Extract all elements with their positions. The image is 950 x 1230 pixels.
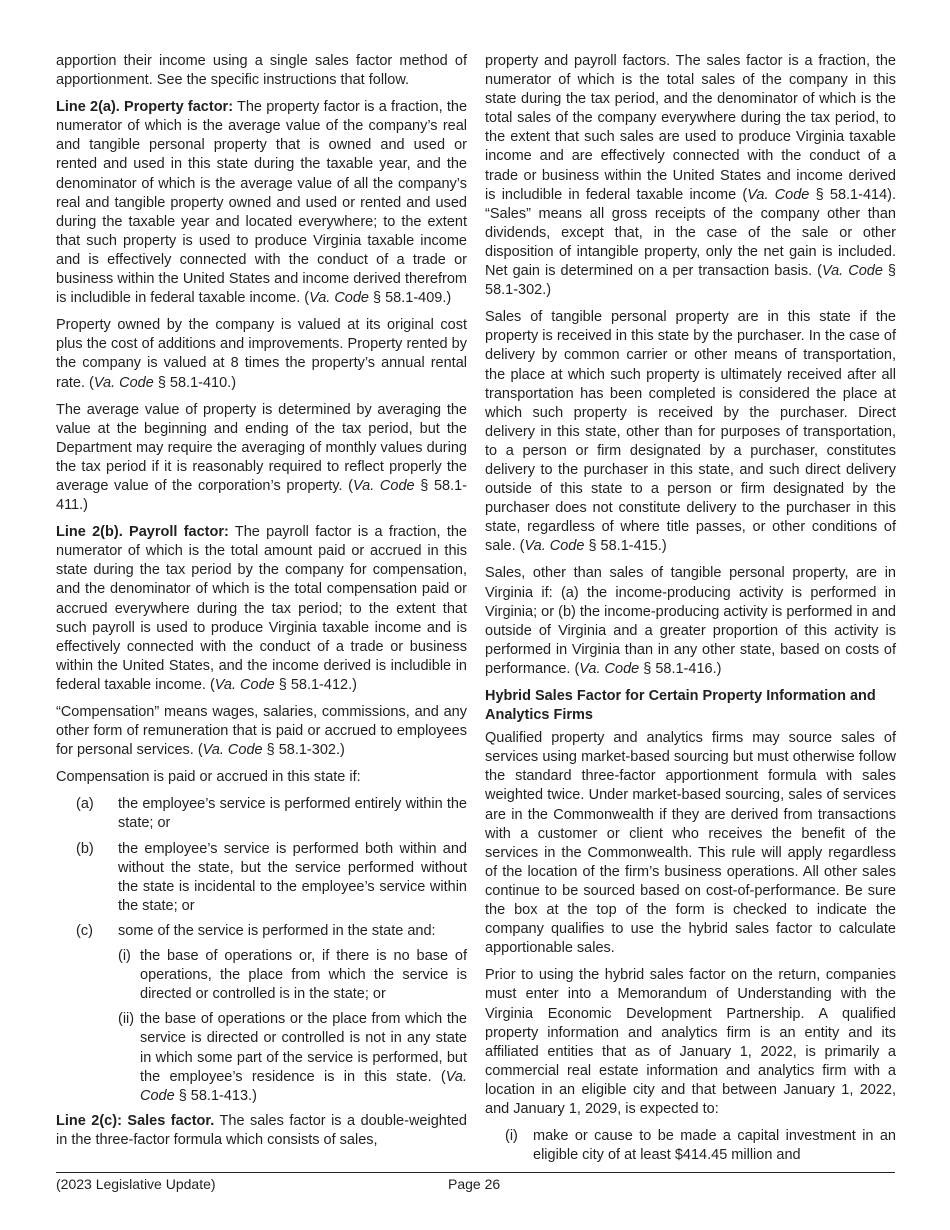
compensation-definition-paragraph: “Compensation” means wages, salaries, commissions, and any other form of remuneration that is paid or accrued to employees for personal services. (Va. Code § 58.1-302.) xyxy=(56,704,467,759)
payroll-factor-heading: Line 2(b). Payroll factor: xyxy=(56,524,229,541)
sublist-item: (i) the base of operations or, if there is no base of operations, the place from which the service is directed or controlled is in the state; or xyxy=(118,948,467,1003)
intro-paragraph: apportion their income using a single sales factor method of apportionment. See the specific instructions that follow. xyxy=(56,53,467,89)
compensation-conditions-intro: Compensation is paid or accrued in this state if: xyxy=(56,769,361,786)
memorandum-paragraph: Prior to using the hybrid sales factor on the return, companies must enter into a Memorandum of Understanding with the Virginia Economic Development Partnership. A qualified property information and analytics firm is an entity and its affiliated entities that as of January 1, 2022, is primarily a commercial real estate information and analytics firm with a location in an eligible city and that between January 1, 2022, and January 1, 2029, is expected to: xyxy=(485,967,896,1117)
page-number: Page 26 xyxy=(448,1176,501,1192)
tangible-property-sales-paragraph: Sales of tangible personal property are in this state if the property is received in this state by the purchaser. In the case of delivery by common carrier or other means of transportation, the place at which such property is ultimately received after all transportation has been completed is considered the place at which such property is received by the purchaser. Direct delivery in this state, other than for purposes of transportation, to a person or firm designated by a purchaser, constitutes delivery to the purchaser in this state, and such direct delivery outside of this state to a person or firm designated by the purchaser does not constitute delivery to the purchaser in this state, regardless of where title passes, or other conditions of sale. (Va. Code § 58.1-415.) xyxy=(485,309,896,555)
list-item: (i) make or cause to be made a capital investment in an eligible city of at least $414.45 million and xyxy=(505,1128,896,1164)
list-item: (b) the employee’s service is performed both within and without the state, but the service performed without the state is incidental to the employee’s service within the state; or xyxy=(76,840,467,914)
footer-edition: (2023 Legislative Update) xyxy=(56,1176,216,1192)
sales-factor-paragraph: Line 2(c): Sales factor. The sales factor is a double-weighted in the three-factor formula which consists of sales, xyxy=(56,1112,467,1148)
hybrid-sales-paragraph: Qualified property and analytics firms may source sales of services using market-based sourcing but must otherwise follow the standard three-factor apportionment formula with sales weighted twice. Under market-based sourcing, sales of services are in the Commonwealth if they are derived from transactions with a customer or client who receives the benefit of the services in the Commonwealth. This rule will apply regardless of the location of the firm’s business operations. All other sales continue to be sourced based on cost-of-performance. Be sure the box at the top of the form is checked to indicate the company qualifies to use the hybrid sales factor to calculate apportionable sales. xyxy=(485,730,896,957)
sales-factor-heading: Line 2(c): Sales factor. xyxy=(56,1112,215,1129)
hybrid-sales-factor-heading: Hybrid Sales Factor for Certain Property Information and Analytics Firms xyxy=(485,688,876,724)
property-factor-heading: Line 2(a). Property factor: xyxy=(56,99,234,116)
other-sales-paragraph: Sales, other than sales of tangible personal property, are in Virginia if: (a) the income-producing activity is performed in Virginia; or (b) the income-producing activity is performed in and outside of Virginia and a greater proportion of this activity is performed in Virginia than in any other state, based on costs of performance. (Va. Code § 58.1-416.) xyxy=(485,565,896,677)
average-value-paragraph: The average value of property is determined by averaging the value at the beginning and ending of the tax period, but the Department may require the averaging of monthly values during the tax period if it is reasonably required to reflect properly the average value of the corporation’s property. (Va. Code § 58.1-411.) xyxy=(56,401,468,514)
property-factor-paragraph: Line 2(a). Property factor: The property factor is a fraction, the numerator of which is the average value of the company’s real and tangible personal property that is owned and used or rented and used in this state during the taxable year, and the denominator of which is the average value of all the company’s real and tangible property owned and used or rented and used during the taxable year and located everywhere; to the extent that such property is used to produce Virginia taxable income and is effectively connected with the conduct of a trade or business within the United States and income derived therefrom is includible in federal taxable income. (Va. Code § 58.1-409.) xyxy=(56,99,468,307)
left-column xyxy=(56,52,467,1158)
list-item: (a) the employee’s service is performed entirely within the state; or xyxy=(76,796,467,832)
sublist-item: (ii) the base of operations or the place from which the service is directed or controlled is not in any state in which some part of the service is performed, but the employee’s residence is in this state. (Va. Code § 58.1-413.) xyxy=(118,1011,467,1104)
right-column xyxy=(485,52,896,1171)
sales-factor-continued-paragraph: property and payroll factors. The sales factor is a fraction, the numerator of which is the total sales of the company in this state during the tax period, and the denominator of which is the total sales of the company everywhere during the tax period, to the extent that such sales are used to produce Virginia taxable income and are effectively connected with the conduct of a trade or business within the United States and income derived is includible in federal taxable income (Va. Code § 58.1-414). “Sales” means all gross receipts of the company other than dividends, except that, in the case of the sale or other disposition of intangible property, only the net gain is included. Net gain is determined on a per transaction basis. (Va. Code § 58.1-302.) xyxy=(485,53,896,299)
property-valuation-paragraph: Property owned by the company is valued at its original cost plus the cost of additions and improvements. Property rented by the company is valued at 8 times the property’s annual rental rate. (Va. Code § 58.1-410.) xyxy=(56,317,467,391)
payroll-factor-paragraph: Line 2(b). Payroll factor: The payroll factor is a fraction, the numerator of which is the total amount paid or accrued in this state during the tax period by the company for compensation, and the denominator of which is the total compensation paid or accrued everywhere during the tax period; to the extent that such payroll is used to produce Virginia taxable income and is effectively connected with the conduct of a trade or business within the United States, and the income derived is includible in federal taxable income. (Va. Code § 58.1-412.) xyxy=(56,524,467,693)
list-item: (c) some of the service is performed in the state and: xyxy=(76,922,436,939)
footer-divider xyxy=(56,1172,895,1173)
